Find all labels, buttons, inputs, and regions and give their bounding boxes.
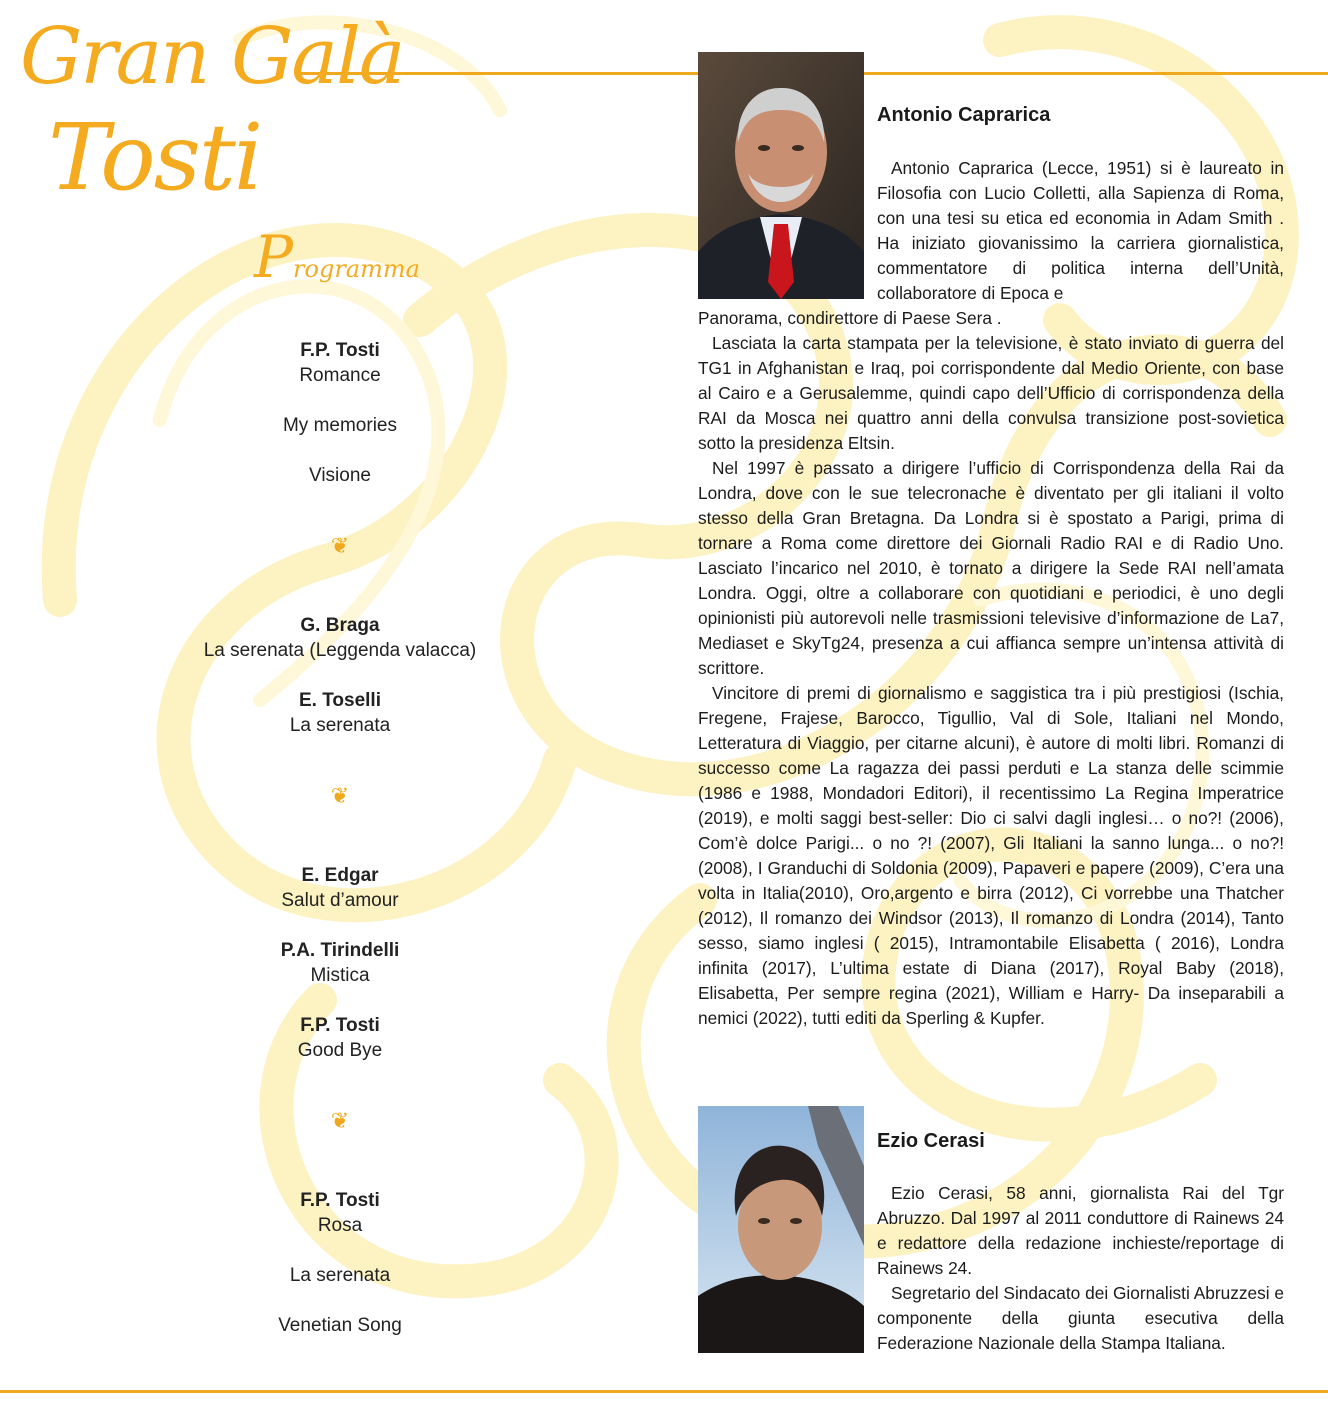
program-work: Rosa — [317, 1215, 363, 1236]
program-work: Visione — [309, 465, 371, 486]
portrait-photo-antonio-caprarica — [698, 52, 864, 299]
bio-name-antonio-caprarica: Antonio Caprarica — [877, 104, 1051, 126]
header-rule-right — [862, 72, 1328, 75]
program-heading-rest: rogramma — [293, 255, 420, 283]
program-composer: F.P. Tosti — [300, 340, 380, 361]
program-list — [130, 338, 550, 1338]
footer-rule — [0, 1390, 1328, 1393]
bio-body-ezio-cerasi — [877, 1181, 1284, 1356]
program-composer: F.P. Tosti — [300, 1015, 380, 1036]
program-work: Good Bye — [297, 1040, 383, 1061]
ornament-divider-icon: ❦ — [330, 783, 350, 808]
program-composer: G. Braga — [300, 615, 380, 636]
portrait-photo-ezio-cerasi — [698, 1106, 864, 1353]
program-work: Venetian Song — [278, 1315, 402, 1336]
bio-paragraph: Vincitore di premi di giornalismo e saggistica tra i più prestigiosi (Ischia, Fregene, Frajese, Barocco, Tigullio, Val di Sole, Italiani nel Mondo, Letteratura di Viaggio, per citarne alcuni), è autore di molti libri. Romanzi di successo come La ragazza dei passi perduti e La stanza delle scimmie (1986 e 1988, Mondadori Editori), il recentissimo La Regina Imperatrice (2019), e molti saggi best-seller: Dio ci salvi dagli inglesi… o no?! (2006), Com’è dolce Parigi... o no ?! (2007), Gli Italiani la sanno lunga... o no?! (2008), I Granduchi di Soldonia (2009), Papaveri e papere (2009), C’era una volta in Italia(2010), Oro,argento e birra (2012), Ci vorrebbe una Thatcher (2012), Il romanzo dei Windsor (2013), Il romanzo di Londra (2014), Tanto sesso, siamo inglesi ( 2015), Intramontabile Elisabetta ( 2016), Londra infinita (2017), L’ultima estate di Diana (2017), Royal Baby (2018), Elisabetta, Per sempre regina (2021), William e Harry- Da inseparabili a nemici (2022), tutti editi da Sperling & Kupfer. — [698, 683, 1284, 1028]
program-work: La serenata — [289, 715, 391, 736]
program-heading-cap: P — [254, 223, 294, 291]
logo-gran-gala: Gran Galà — [20, 12, 404, 102]
program-composer: E. Edgar — [301, 865, 379, 886]
program-composer: E. Toselli — [298, 690, 381, 711]
program-work: Salut d’amour — [281, 890, 399, 911]
program-work: La serenata (Leggenda valacca) — [203, 640, 477, 661]
program-work: My memories — [282, 415, 397, 436]
ornament-divider-icon: ❦ — [330, 1108, 350, 1133]
bio-body-antonio-caprarica — [698, 306, 1284, 1031]
bio-paragraph: Nel 1997 è passato a dirigere l’ufficio di Corrispondenza della Rai da Londra, dove con le sue telecronache è diventato per gli italiani il volto stesso della Gran Bretagna. Da Londra si è spostato a Parigi, prima di tornare a Roma come direttore dei Giornali Radio RAI e di Radio Uno. Lasciato l’incarico nel 2010, è tornato a dirigere la Sede RAI nell’amata Londra. Oggi, oltre a collaborare con quotidiani e periodici, è uno degli opinionisti più autorevoli nelle trasmissioni televisive d’informazione de La7, Mediaset e SkyTg24, presenza a cui affianca sempre un’intensa attività di scrittore. — [698, 458, 1284, 678]
bio-paragraph: Ezio Cerasi, 58 anni, giornalista Rai del Tgr Abruzzo. Dal 1997 al 2011 conduttore di Rainews 24 e redattore della redazione inchieste/reportage di Rainews 24. — [877, 1183, 1284, 1278]
bio-name-ezio-cerasi: Ezio Cerasi — [877, 1130, 985, 1152]
program-work: Romance — [299, 365, 381, 386]
program-composer: P.A. Tirindelli — [280, 940, 400, 961]
bio-paragraph: Panorama, condirettore di Paese Sera . — [698, 308, 1002, 328]
bio-paragraph: Segretario del Sindacato dei Giornalisti Abruzzesi e componente della giunta esecutiva della Federazione Nazionale della Stampa Italiana. — [877, 1283, 1284, 1353]
program-work: Mistica — [310, 965, 370, 986]
program-heading — [254, 223, 420, 291]
logo-tosti: Tosti — [48, 104, 262, 211]
bio-paragraph: Antonio Caprarica (Lecce, 1951) si è laureato in Filosofia con Lucio Colletti, alla Sapienza di Roma, con una tesi su etica ed economia in Adam Smith . Ha iniziato giovanissimo la carriera giornalistica, commentatore di politica interna dell’Unità, collaboratore di Epoca e — [877, 158, 1284, 303]
program-work: La serenata — [289, 1265, 391, 1286]
program-composer: F.P. Tosti — [300, 1190, 380, 1211]
bio-paragraph: Lasciata la carta stampata per la televisione, è stato inviato di guerra del TG1 in Afghanistan e Iraq, poi corrispondente dal Medio Oriente, con base al Cairo e a Gerusalemme, quindi capo dell’Ufficio di corrispondenza della RAI da Mosca nei quattro anni della convulsa transizione post-sovietica sotto la presidenza Eltsin. — [698, 333, 1284, 453]
bio-narrow-text — [877, 156, 1284, 306]
ornament-divider-icon: ❦ — [330, 533, 350, 558]
